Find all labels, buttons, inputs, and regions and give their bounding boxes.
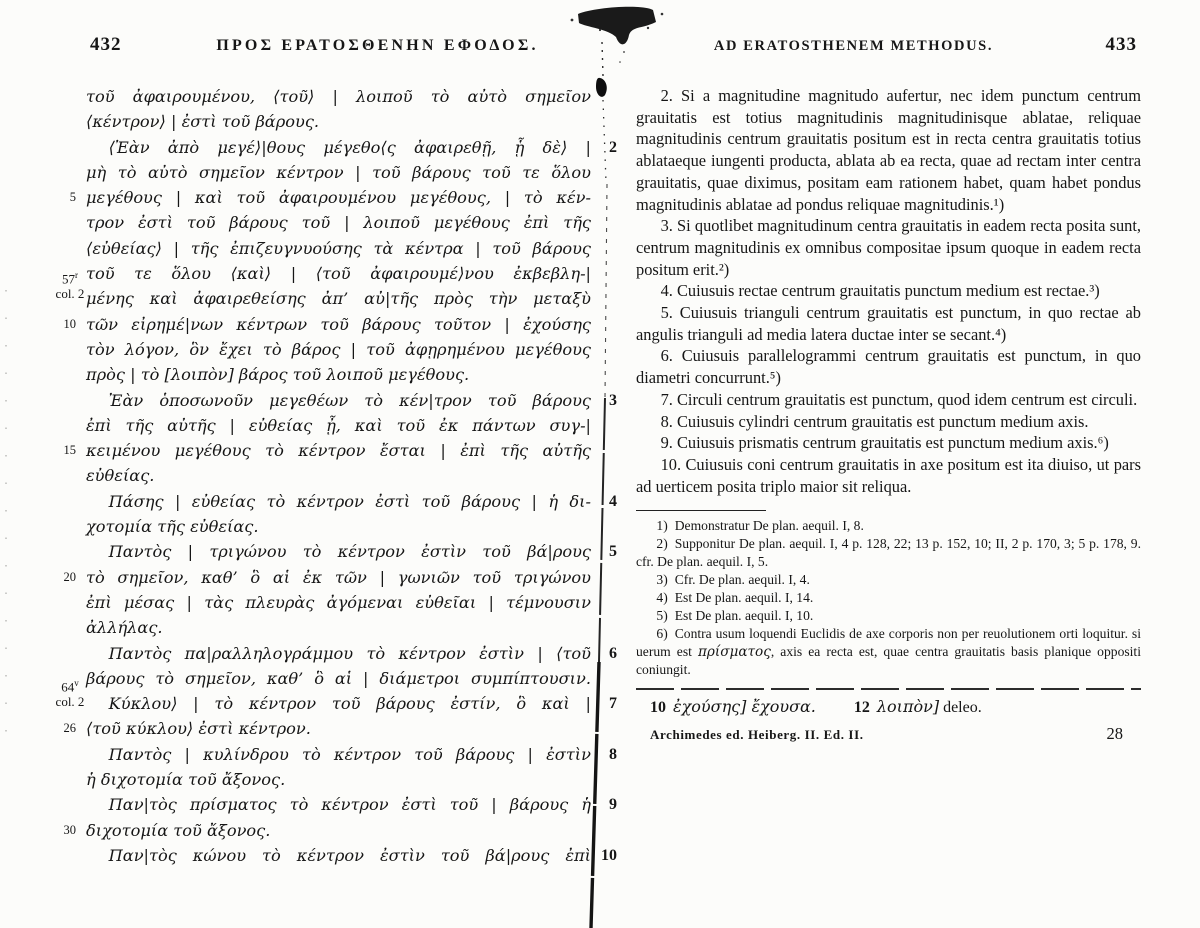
greek-line — [28, 843, 617, 868]
line-number — [28, 84, 86, 109]
proposition-number — [591, 438, 617, 463]
greek-line — [28, 388, 617, 413]
proposition-number — [591, 210, 617, 235]
proposition-number: 3 — [609, 391, 617, 409]
apparatus-entry — [650, 699, 816, 716]
line-number — [28, 109, 86, 134]
greek-line-text: τὸν λόγον, ὃν ἔχει τὸ βάρος | τοῦ ἀφῃρημένου μεγέθους — [86, 339, 591, 359]
proposition-number — [591, 261, 617, 286]
apparatus-line-number: 12 — [853, 699, 870, 717]
line-number — [28, 641, 86, 666]
greek-line — [28, 135, 617, 160]
folio-side: v — [74, 678, 79, 688]
line-number: 10 — [63, 316, 76, 331]
greek-line — [28, 666, 617, 691]
right-page-number: 433 — [1105, 34, 1137, 55]
proposition-number: 8 — [609, 745, 617, 763]
folio-note-57r — [28, 268, 112, 301]
line-number: 20 — [63, 569, 76, 584]
right-page-header — [636, 34, 1141, 64]
greek-line — [28, 236, 617, 261]
apparatus-line-number: 10 — [650, 699, 666, 717]
line-number: 26 — [63, 721, 76, 736]
line-number — [28, 742, 86, 767]
latin-paragraph: 10. Cuiusuis coni centrum grauitatis in axe positum est ita diuiso, ut pars ad uerticem posita triplo maior sit reliqua. — [636, 454, 1141, 496]
footnote-text: Demonstratur De plan. aequil. I, 8. — [674, 518, 864, 534]
footnote-text-post: , axis ea recta est, quae centra grauitatis basis planique oppositi coniungit. — [636, 644, 1141, 678]
greek-line — [28, 312, 617, 337]
greek-line — [28, 615, 617, 640]
folio-number: 57$^r$ — [62, 270, 78, 287]
proposition-number — [591, 413, 617, 438]
apparatus-entry — [854, 699, 982, 716]
line-number — [28, 843, 86, 868]
footnote-greek-word: πρίσματος — [697, 644, 771, 661]
greek-line-text: ἐπὶ τῆς αὐτῆς | εὐθείας ᾖ, καὶ τοῦ ἐκ πάντων συγ-| — [86, 415, 591, 435]
proposition-number — [591, 818, 617, 843]
line-number — [28, 135, 86, 160]
line-number: 5 — [69, 190, 76, 205]
footnote — [636, 517, 1141, 535]
greek-line-text: μὴ τὸ αὐτὸ σημεῖον κέντρον | τοῦ βάρους τοῦ τε ὅλου — [86, 162, 591, 182]
left-page-header — [28, 34, 617, 64]
proposition-number — [591, 666, 617, 691]
apparatus-greek: λοιπὸν] — [876, 697, 940, 717]
line-number: 30 — [63, 822, 76, 837]
greek-line — [28, 792, 617, 817]
proposition-number: 6 — [609, 644, 617, 662]
latin-paragraph: 2. Si a magnitudine magnitudo aufertur, nec idem punctum centrum grauitatis est totius magnitudinis magnitudinisque ablatae, reliquae magnitudinis centrum grauitatis positum est in recta centra grauitatis totius ablataeque iungenti producta, ablata ab ea recta, quae ad rectam inter centra grauitatis, quae diximus, positam eam rationem habet, quam habet pondus magnitudinis ablatae ad pondus reliquae magnitudinis.¹) — [636, 86, 1141, 214]
greek-line-text: Παν|τὸς πρίσματος τὸ κέντρον ἐστὶ τοῦ | βάρους ἡ — [108, 795, 591, 815]
line-number — [28, 615, 86, 640]
greek-line — [28, 160, 617, 185]
latin-text-block — [636, 85, 1141, 497]
line-number — [28, 489, 86, 514]
proposition-number — [591, 463, 617, 488]
left-page — [28, 34, 617, 868]
line-number — [28, 463, 86, 488]
greek-line — [28, 109, 617, 134]
greek-line — [28, 185, 617, 210]
line-number — [28, 539, 86, 564]
folio-column: col. 2 — [55, 286, 85, 302]
greek-line — [28, 716, 617, 741]
line-number — [28, 413, 86, 438]
greek-line-text: ⟨Ἐὰν ἀπὸ μεγέ⟩|θους μέγεθο⟨ς ἀφαιρεθῇ, ᾗ δὲ⟩ | — [108, 137, 591, 157]
greek-line-text: Ἐὰν ὁποσωνοῦν μεγεθέων τὸ κέν|τρον τοῦ βάρους — [108, 390, 591, 410]
proposition-number — [591, 286, 617, 311]
greek-line-text: κειμένου μεγέθους τὸ κέντρον ἔσται | ἐπὶ τῆς αὐτῆς — [86, 441, 591, 461]
footnote — [636, 535, 1141, 571]
greek-line — [28, 565, 617, 590]
greek-line-text: μεγέθους | καὶ τοῦ ἀφαιρουμένου μεγέθους, | τὸ κέν- — [86, 188, 591, 208]
greek-line — [28, 691, 617, 716]
proposition-number — [591, 185, 617, 210]
proposition-number — [591, 514, 617, 539]
greek-line-text: Πάσης | εὐθείας τὸ κέντρον ἐστὶ τοῦ βάρους | ἡ δι- — [108, 491, 591, 511]
latin-paragraph: 9. Cuiusuis prismatis centrum grauitatis est punctum medium axis.⁶) — [660, 433, 1109, 453]
left-running-title: ΠΡΟΣ ΕΡΑΤΟΣΘΕΝΗΝ ΕΦΟΔΟΣ. — [216, 37, 539, 54]
greek-line — [28, 362, 617, 387]
line-number — [28, 767, 86, 792]
greek-line-text: ἡ διχοτομία τοῦ ἄξονος. — [86, 770, 286, 790]
greek-line — [28, 84, 617, 109]
line-number — [28, 590, 86, 615]
latin-paragraph: 7. Circuli centrum grauitatis est punctum, quod idem centrum est circuli. — [660, 389, 1138, 409]
greek-line — [28, 438, 617, 463]
latin-paragraph: 8. Cuiusuis cylindri centrum grauitatis est punctum medium axis. — [660, 411, 1089, 431]
greek-line — [28, 514, 617, 539]
greek-line-text: εὐθείας. — [86, 466, 155, 486]
greek-line — [28, 742, 617, 767]
greek-line — [28, 767, 617, 792]
greek-line-text: ⟨τοῦ κύκλου⟩ ἐστὶ κέντρον. — [86, 719, 311, 739]
greek-line-text: Παντὸς | τριγώνου τὸ κέντρον ἐστὶν τοῦ βά|ρους — [108, 542, 591, 562]
footnote — [636, 589, 1141, 607]
proposition-number: 9 — [609, 796, 617, 814]
greek-line — [28, 641, 617, 666]
proposition-number — [591, 615, 617, 640]
greek-line-text: βάρους τὸ σημεῖον, καθ’ ὃ αἱ | διάμετροι συμπίπτουσιν. — [86, 668, 591, 688]
greek-line — [28, 539, 617, 564]
greek-line-text: ἐπὶ μέσας | τὰς πλευρὰς ἀγόμεναι εὐθεῖαι | τέμνουσιν — [86, 592, 591, 612]
proposition-number — [591, 236, 617, 261]
line-number — [28, 388, 86, 413]
greek-line-text: μένης καὶ ἀφαιρεθείσης ἀπ’ αὐ|τῆς πρὸς τὴν μεταξὺ — [86, 289, 591, 309]
greek-line-text: Παντὸς | κυλίνδρου τὸ κέντρον τοῦ βάρους | ἐστὶν — [108, 744, 591, 764]
folio-side: r — [75, 270, 78, 280]
proposition-number — [591, 337, 617, 362]
critical-apparatus — [636, 697, 1141, 717]
greek-line-text: τοῦ ἀφαιρουμένου, ⟨τοῦ⟩ | λοιποῦ τὸ αὐτὸ σημεῖον — [86, 87, 591, 106]
proposition-number: 10 — [601, 846, 617, 864]
greek-line-text: ἀλλήλας. — [86, 618, 163, 638]
proposition-number: 2 — [609, 138, 617, 156]
greek-line — [28, 261, 617, 286]
footnote — [636, 571, 1141, 589]
footnote-number: 1) — [656, 518, 668, 534]
greek-line-text: Παντὸς πα|ραλληλογράμμου τὸ κέντρον ἐστὶν | ⟨τοῦ — [108, 643, 591, 663]
folio-number: 64$^v$ — [61, 678, 79, 695]
greek-line — [28, 286, 617, 311]
proposition-number — [591, 716, 617, 741]
greek-line-text: χοτομία τῆς εὐθείας. — [86, 517, 259, 537]
footnote — [636, 625, 1141, 679]
folio-column: col. 2 — [55, 694, 85, 710]
greek-line — [28, 210, 617, 235]
line-number — [28, 210, 86, 235]
footnote-number: 3) — [656, 572, 668, 588]
greek-line-text: διχοτομία τοῦ ἄξονος. — [86, 820, 271, 840]
proposition-number — [591, 590, 617, 615]
line-number: 15 — [63, 443, 76, 458]
latin-paragraph: 6. Cuiusuis parallelogrammi centrum grauitatis est punctum, in quo diametri concurrunt.⁵) — [636, 346, 1141, 388]
proposition-number — [591, 767, 617, 792]
right-running-title: AD ERATOSTHENEM METHODUS. — [713, 38, 994, 54]
greek-line-text: τρον ἐστὶ τοῦ βάρους τοῦ | λοιποῦ μεγέθους ἐπὶ τῆς — [86, 213, 591, 233]
footnote-text: Est De plan. aequil. I, 14. — [674, 590, 814, 606]
greek-line-text: πρὸς | τὸ [λοιπὸν] βάρος τοῦ λοιποῦ μεγέθους. — [86, 365, 470, 385]
greek-line-text: τῶν εἰρημέ|νων κέντρων τοῦ βάρους τοῦτον | ἐχούσης — [86, 314, 591, 334]
proposition-number — [591, 565, 617, 590]
footnote — [636, 607, 1141, 625]
apparatus-greek: ἐχούσης] ἔχουσα. — [673, 697, 816, 717]
apparatus-rule — [636, 688, 1141, 690]
footnote-number: 5) — [656, 608, 668, 624]
greek-line-text: ⟨εὐθείας⟩ | τῆς ἐπιζευγνυούσης τὰ κέντρα | τοῦ βάρους — [86, 238, 591, 258]
footnote-rule — [636, 510, 766, 511]
latin-paragraph: 3. Si quotlibet magnitudinum centra grauitatis in eadem recta posita sunt, centrum magnitudinis ex omnibus compositae ipsum quoque in eadem recta positum erit.²) — [636, 216, 1141, 279]
greek-line — [28, 489, 617, 514]
greek-line — [28, 818, 617, 843]
proposition-number: 4 — [609, 492, 617, 510]
edition-signature: Archimedes ed. Heiberg. II. Ed. II. — [650, 727, 864, 743]
greek-line — [28, 413, 617, 438]
proposition-number: 7 — [609, 695, 617, 713]
greek-line-text: Κύκλου⟩ | τὸ κέντρον τοῦ βάρους ἐστίν, ὃ καὶ | — [108, 694, 591, 714]
greek-text-block — [28, 84, 617, 868]
line-number — [28, 362, 86, 387]
footnote-text: Cfr. De plan. aequil. I, 4. — [674, 572, 810, 588]
proposition-number — [591, 312, 617, 337]
greek-line — [28, 590, 617, 615]
greek-line-text: τοῦ τε ὅλου ⟨καὶ⟩ | ⟨τοῦ ἀφαιρουμέ⟩νου ἐκβεβλη-| — [86, 264, 591, 284]
footnote-text: Supponitur De plan. aequil. I, 4 p. 128, 22; 13 p. 152, 10; II, 2 p. 170, 3; 5 p. 178, 9. cfr. De plan. aequil. I, 5. — [636, 536, 1141, 570]
line-number — [28, 236, 86, 261]
greek-line — [28, 337, 617, 362]
footnote-text-pre: Contra usum loquendi Euclidis de axe corporis non per reuolutionem orti loquitur. si uerum est — [636, 626, 1141, 660]
footnote-number: 4) — [656, 590, 668, 606]
line-number — [28, 160, 86, 185]
footnotes-block — [636, 517, 1141, 679]
greek-line-text: ⟨κέντρον⟩ | ἐστὶ τοῦ βάρους. — [86, 112, 320, 132]
apparatus-latin: deleo. — [939, 699, 982, 717]
latin-paragraph: 5. Cuiusuis trianguli centrum grauitatis est punctum, in quo rectae ab angulis trianguli ad media latera ductae inter se secant.⁴) — [636, 303, 1141, 344]
footnote-number: 2) — [656, 536, 668, 552]
folio-note-64v — [28, 676, 112, 709]
line-number — [28, 792, 86, 817]
signature-line — [636, 724, 1141, 744]
proposition-number — [591, 362, 617, 387]
line-number — [28, 337, 86, 362]
line-number — [28, 514, 86, 539]
latin-paragraph: 4. Cuiusuis rectae centrum grauitatis punctum medium est rectae.³) — [660, 281, 1100, 301]
proposition-number: 5 — [609, 543, 617, 561]
greek-line-text: τὸ σημεῖον, καθ’ ὃ αἱ ἐκ τῶν | γωνιῶν τοῦ τριγώνου — [86, 567, 591, 587]
proposition-number — [591, 109, 617, 134]
greek-line — [28, 463, 617, 488]
footnote-text: Est De plan. aequil. I, 10. — [674, 608, 814, 624]
greek-line-text: Παν|τὸς κώνου τὸ κέντρον ἐστὶν τοῦ βά|ρους ἐπὶ — [108, 845, 591, 865]
left-page-number: 432 — [90, 34, 122, 55]
footnote-number: 6) — [656, 626, 668, 642]
proposition-number — [591, 160, 617, 185]
right-page — [636, 34, 1141, 744]
proposition-number — [591, 84, 617, 109]
sheet-number: 28 — [1106, 724, 1123, 744]
